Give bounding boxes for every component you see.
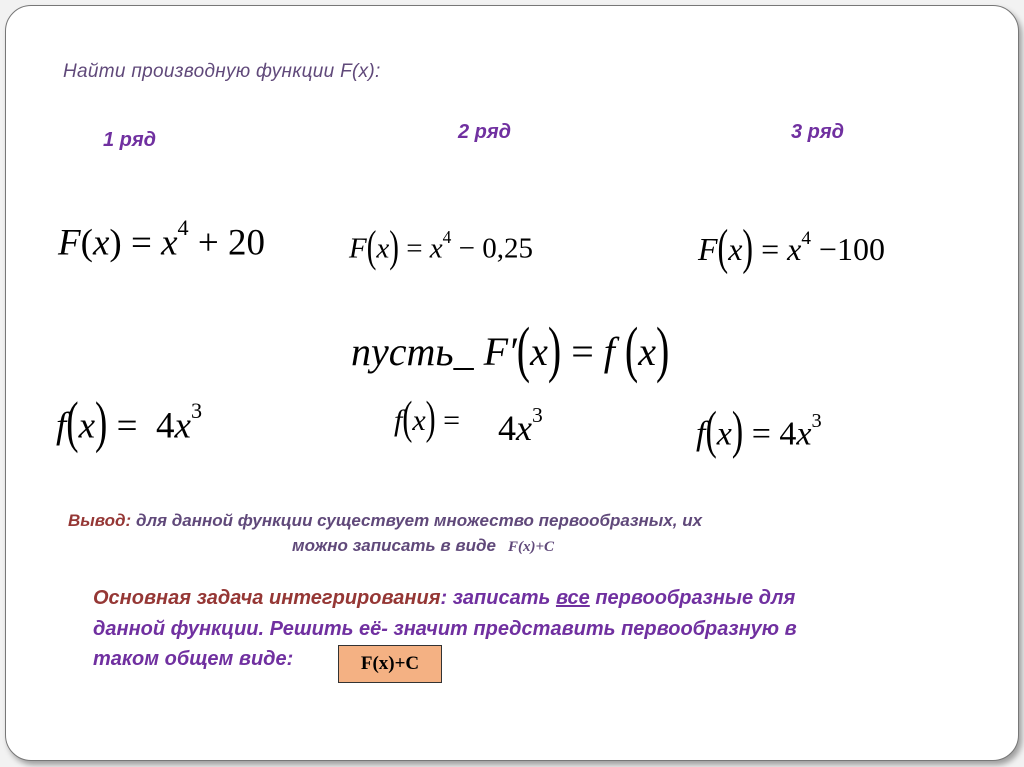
conclusion-text-2: можно записать в виде: [292, 536, 496, 555]
definition-equation: пусть_ F′(x) = f (x): [351, 314, 670, 384]
task-line-3: таком общем виде:: [93, 648, 294, 670]
row-2-heading: 2 ряд: [458, 121, 512, 143]
task-emphasis: все: [555, 587, 590, 609]
equation-row-3: $F(x) = x^4 -100$: [698, 218, 885, 275]
task-label: Основная задача интегрирования: [93, 587, 441, 609]
conclusion-line-1: [68, 511, 702, 531]
conclusion-line-2: [292, 536, 554, 556]
row-3-heading: 3 ряд: [791, 121, 845, 143]
conclusion-text-1: для данной функции существует множество первообразных, их: [135, 511, 703, 530]
row-1-heading: 1 ряд: [103, 129, 157, 151]
conclusion-formula: F(x)+C: [507, 539, 555, 555]
task-line-2: данной функции. Решить её- значит представить первообразную в: [93, 618, 797, 640]
general-form-box: F(x)+C: [338, 645, 442, 683]
task-title: Найти производную функции F(x):: [63, 61, 381, 82]
derivative-row-2-rhs: $4x^3$: [498, 402, 543, 448]
slide: [5, 5, 1019, 761]
derivative-row-3: $f(x) = 4x^3$: [696, 402, 822, 461]
task-line-1: Основная задача интегрирования: записать все первообразные для: [93, 587, 796, 609]
equation-row-1: $F(x) = x^4 + 20$: [58, 215, 265, 264]
derivative-row-1: $f(x) = 4x^3$: [56, 391, 203, 456]
derivative-row-2-lhs: f(x) =: [394, 392, 461, 444]
conclusion-label: Вывод:: [68, 511, 132, 530]
equation-row-2: $F(x) = x^4 - 0,25$: [349, 221, 533, 272]
